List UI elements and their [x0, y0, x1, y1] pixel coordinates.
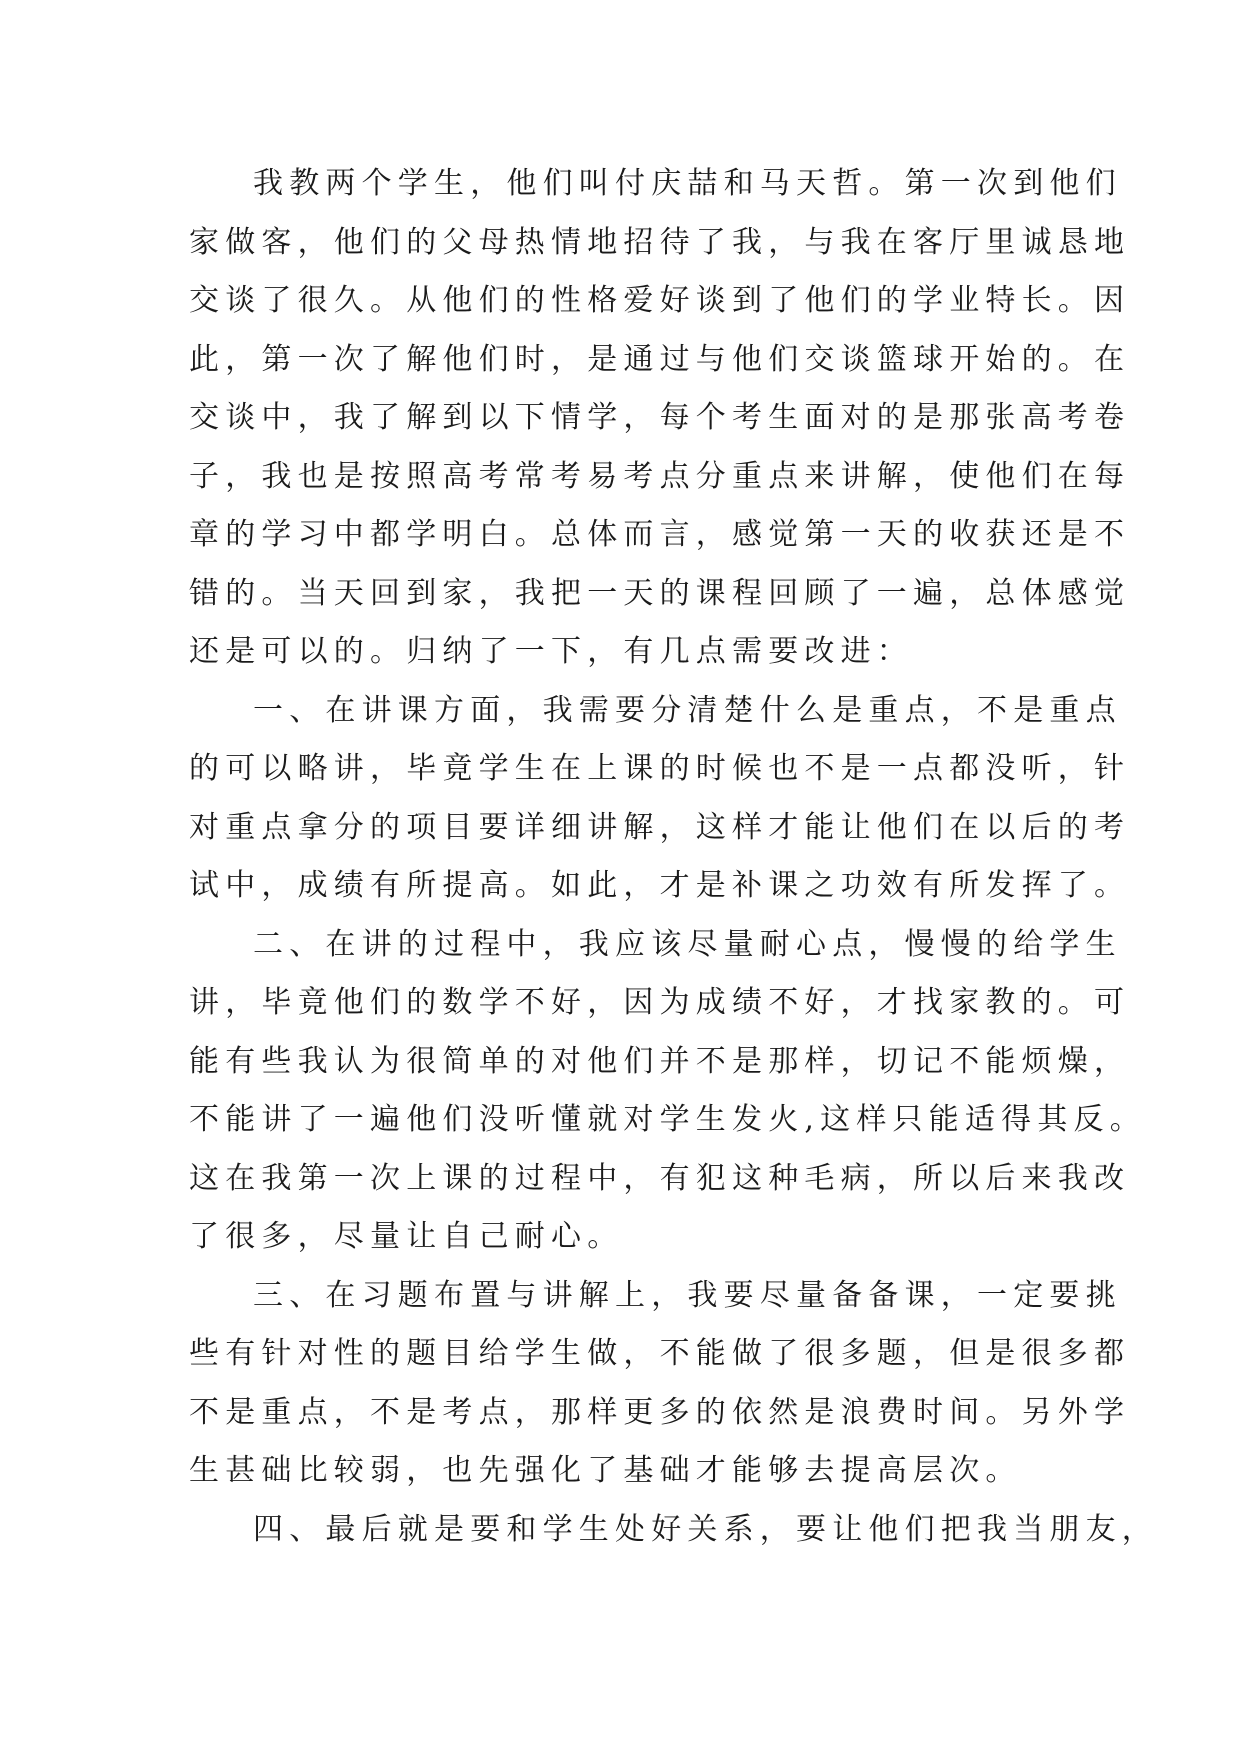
- text-line: 错的。当天回到家，我把一天的课程回顾了一遍，总体感觉: [189, 575, 1131, 611]
- text-line: 讲，毕竟他们的数学不好，因为成绩不好，才找家教的。可: [189, 985, 1131, 1020]
- text-line: 对重点拿分的项目要详细讲解，这样才能让他们在以后的考: [189, 809, 1131, 845]
- text-line: 此，第一次了解他们时，是通过与他们交谈篮球开始的。在: [189, 341, 1131, 377]
- text-line: 章的学习中都学明白。总体而言，感觉第一天的收获还是不: [189, 517, 1131, 552]
- text-line: 一、在讲课方面，我需要分清楚什么是重点，不是重点: [253, 692, 1122, 728]
- text-line: 家做客，他们的父母热情地招待了我，与我在客厅里诚恳地: [189, 224, 1131, 260]
- text-line: 还是可以的。归纳了一下，有几点需要改进：: [189, 634, 913, 669]
- text-line: 些有针对性的题目给学生做，不能做了很多题，但是很多都: [189, 1336, 1131, 1371]
- text-line: 交谈了很久。从他们的性格爱好谈到了他们的学业特长。因: [189, 283, 1131, 318]
- text-line: 不是重点，不是考点，那样更多的依然是浪费时间。另外学: [189, 1394, 1131, 1430]
- text-line: 三、在习题布置与讲解上，我要尽量备备课，一定要挑: [253, 1277, 1122, 1313]
- text-line: 我教两个学生，他们叫付庆喆和马天哲。第一次到他们: [253, 166, 1122, 201]
- text-line: 试中，成绩有所提高。如此，才是补课之功效有所发挥了。: [189, 868, 1131, 903]
- text-line: 二、在讲的过程中，我应该尽量耐心点，慢慢的给学生: [253, 926, 1122, 962]
- text-line: 的可以略讲，毕竟学生在上课的时候也不是一点都没听，针: [189, 751, 1131, 786]
- text-line: 生甚础比较弱，也先强化了基础才能够去提高层次。: [189, 1453, 1022, 1488]
- text-line: 四、最后就是要和学生处好关系，要让他们把我当朋友，: [253, 1511, 1158, 1547]
- text-line: 交谈中，我了解到以下情学，每个考生面对的是那张高考卷: [189, 400, 1131, 435]
- text-line: 了很多，尽量让自己耐心。: [189, 1219, 624, 1254]
- document-body: [189, 155, 1158, 1559]
- text-line: 这在我第一次上课的过程中，有犯这种毛病，所以后来我改: [189, 1160, 1131, 1196]
- text-line: 能有些我认为很简单的对他们并不是那样，切记不能烦燥，: [189, 1043, 1131, 1079]
- text-line: 不能讲了一遍他们没听懂就对学生发火,这样只能适得其反。: [189, 1102, 1146, 1137]
- text-line: 子，我也是按照高考常考易考点分重点来讲解，使他们在每: [189, 458, 1131, 494]
